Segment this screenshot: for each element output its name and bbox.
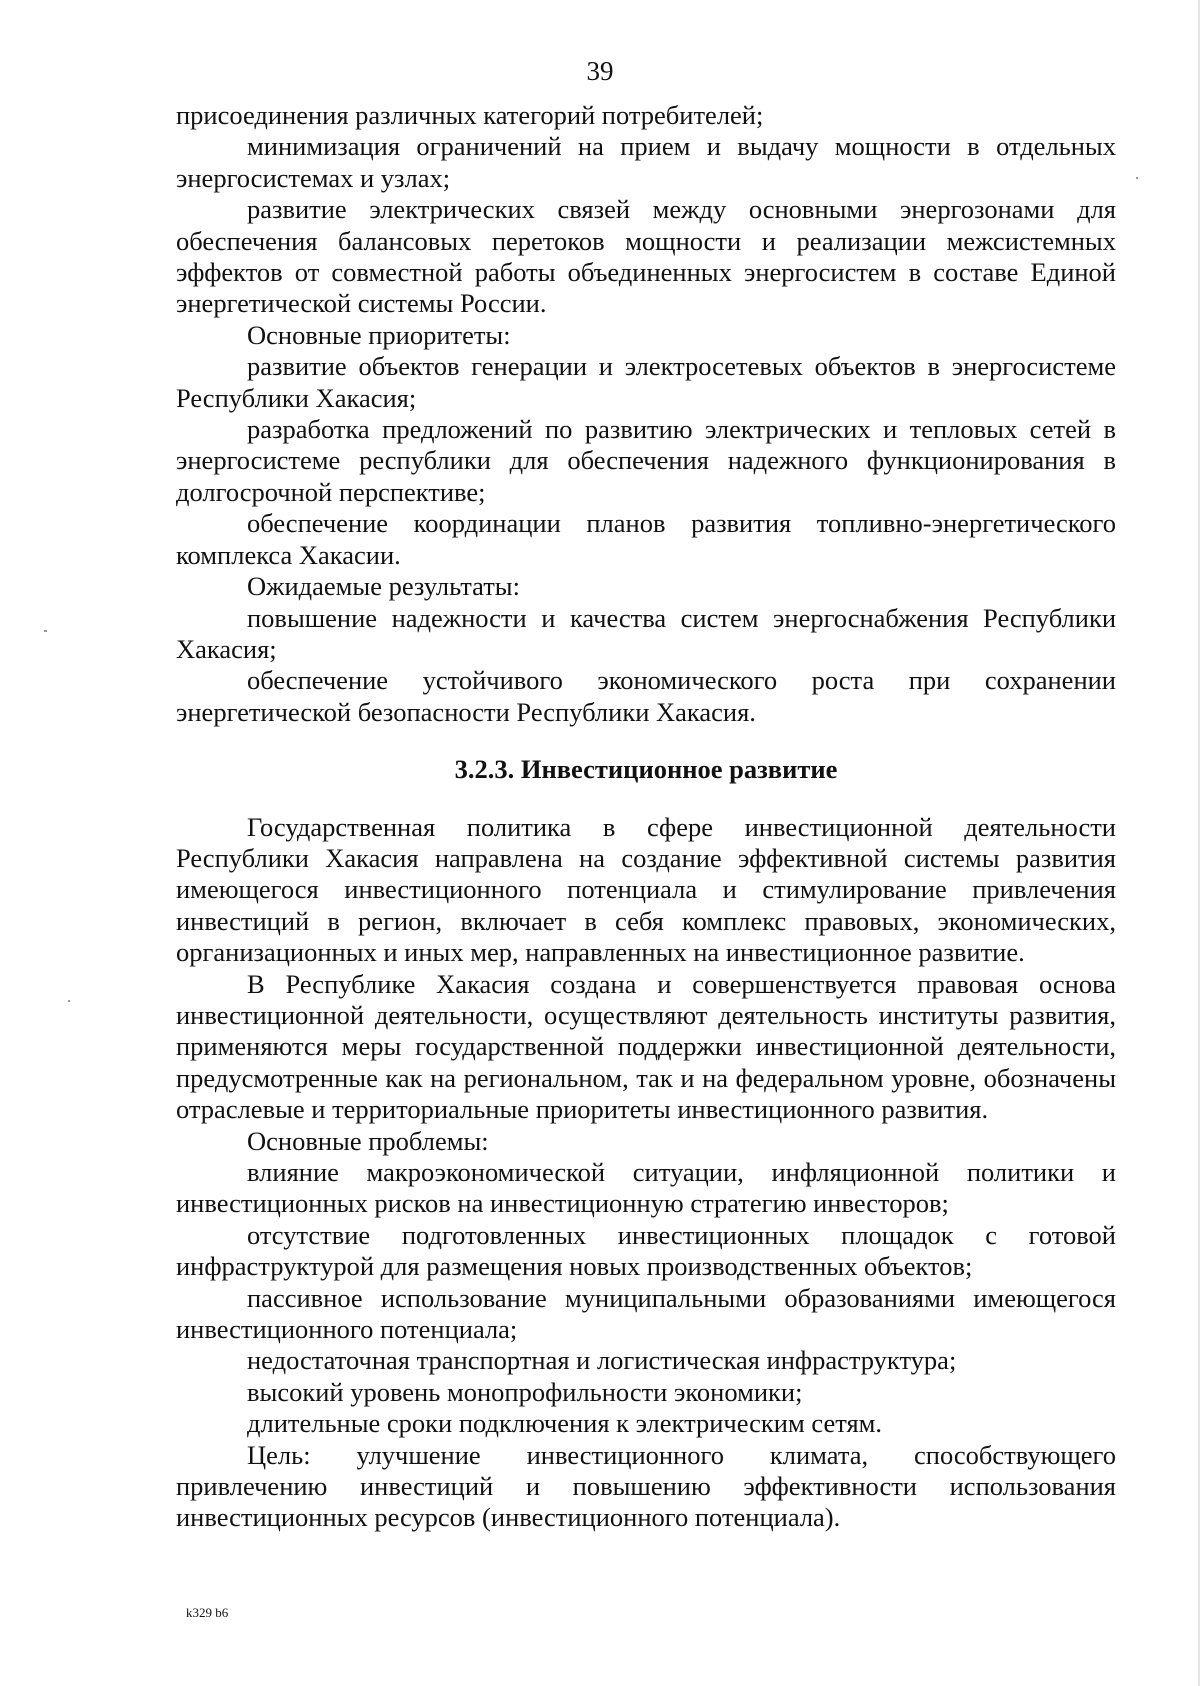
paragraph: недостаточная транспортная и логистическая инфраструктура; — [247, 1345, 957, 1376]
document-body — [176, 100, 1116, 1534]
paragraph: В Республике Хакасия создана и совершенствуется правовая основа инвестиционной деятельности, осуществляют деятельность институты развития, применяются меры государственной поддержки инвестиционной деятельности, предусмотренные как на региональном, так и на федеральном уровне, обозначены отраслевые и территориальные приоритеты инвестиционного развития. — [176, 968, 1116, 1125]
page-number: 39 — [586, 56, 614, 86]
section-heading: 3.2.3. Инвестиционное развитие — [454, 754, 838, 785]
paragraph: Ожидаемые результаты: — [247, 571, 520, 602]
paragraph: высокий уровень монопрофильности экономики; — [247, 1376, 803, 1407]
text-block-before-heading — [176, 100, 1116, 728]
paragraph: влияние макроэкономической ситуации, инфляционной политики и инвестиционных рисков на инвестиционную стратегию инвесторов; — [176, 1157, 1116, 1219]
paragraph: Цель: улучшение инвестиционного климата, способствующего привлечению инвестиций и повышению эффективности использования инвестиционных ресурсов (инвестиционного потенциала). — [176, 1439, 1116, 1533]
margin-mark — [68, 1000, 70, 1002]
paragraph: развитие объектов генерации и электросетевых объектов в энергосистеме Республики Хакасия; — [176, 351, 1116, 413]
paragraph: Основные приоритеты: — [247, 319, 511, 350]
paragraph: длительные сроки подключения к электрическим сетям. — [247, 1408, 883, 1439]
footer-code: k329 b6 — [186, 1605, 229, 1620]
paragraph: минимизация ограничений на прием и выдачу мощности в отдельных энергосистемах и узлах; — [176, 131, 1116, 193]
paragraph: присоединения различных категорий потребителей; — [176, 100, 764, 130]
paragraph: пассивное использование муниципальными образованиями имеющегося инвестиционного потенциала; — [176, 1282, 1116, 1345]
text-block-after-heading — [176, 812, 1116, 1534]
paragraph: разработка предложений по развитию электрических и тепловых сетей в энергосистеме республики для обеспечения надежного функционирования в долгосрочной перспективе; — [176, 414, 1116, 507]
paragraph: развитие электрических связей между основными энергозонами для обеспечения балансовых перетоков мощности и реализации межсистемных эффектов от совместной работы объединенных энергосистем в составе Единой энергетической системы России. — [176, 194, 1116, 319]
margin-mark — [1136, 177, 1138, 179]
paragraph: Государственная политика в сфере инвестиционной деятельности Республики Хакасия направлена на создание эффективной системы развития имеющегося инвестиционного потенциала и стимулирование привлечения инвестиций в регион, включает в себя комплекс правовых, экономических, организационных и иных мер, направленных на инвестиционное развитие. — [176, 811, 1116, 968]
paragraph: обеспечение координации планов развития топливно-энергетического комплекса Хакасии. — [176, 508, 1116, 570]
paragraph: обеспечение устойчивого экономического роста при сохранении энергетической безопасности Республики Хакасия. — [176, 665, 1116, 727]
paragraph: Основные проблемы: — [247, 1125, 489, 1156]
paragraph: отсутствие подготовленных инвестиционных площадок с готовой инфраструктурой для размещения новых производственных объектов; — [176, 1219, 1116, 1282]
margin-mark — [44, 630, 47, 632]
paragraph: повышение надежности и качества систем энергоснабжения Республики Хакасия; — [176, 602, 1116, 664]
